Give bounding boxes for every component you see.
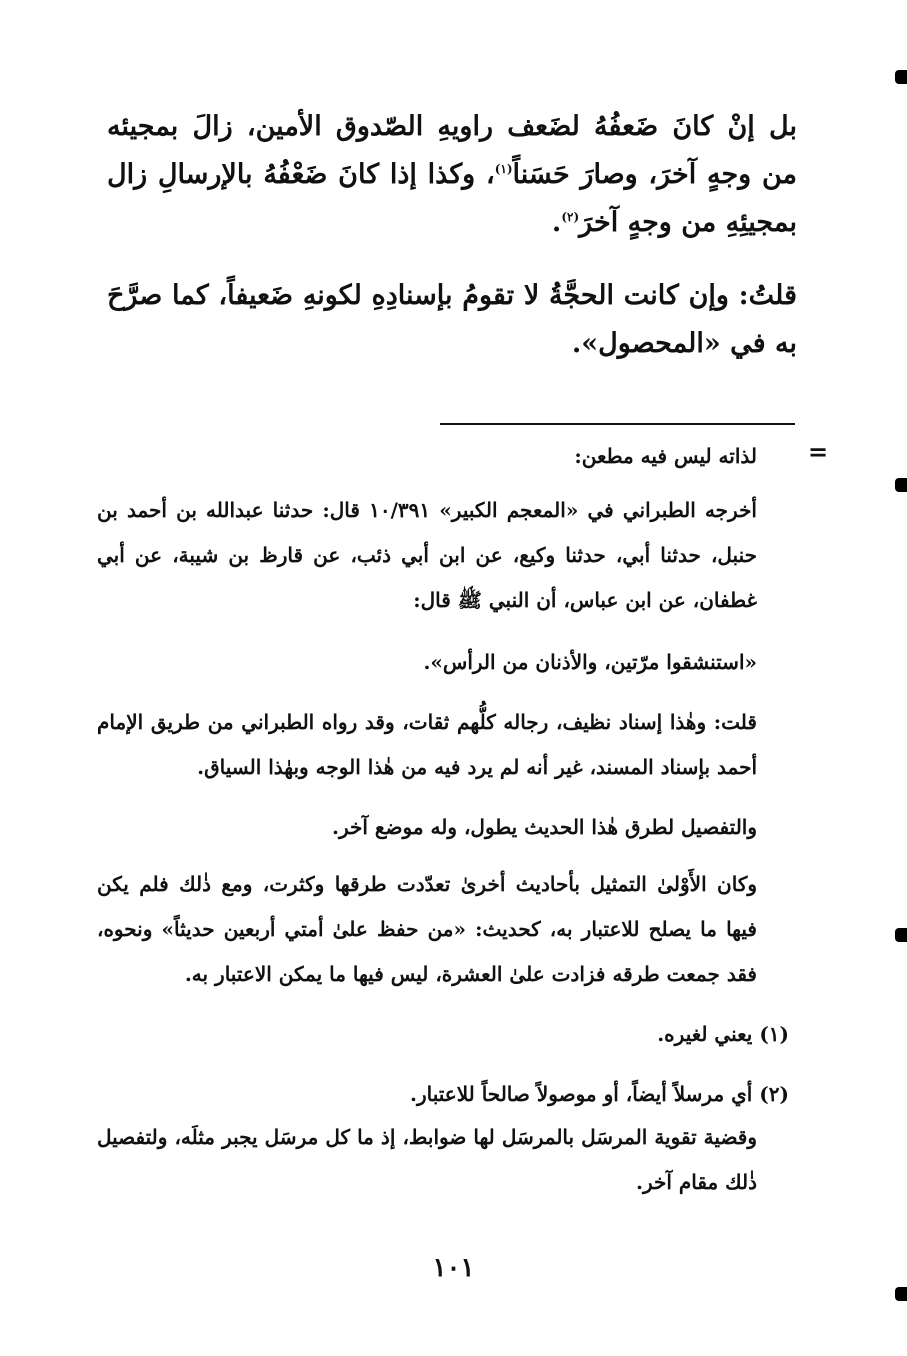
footnote-paragraph-1: أخرجه الطبراني في «المعجم الكبير» ١٠/٣٩١ قال: حدثنا عبدالله بن أحمد بن حنبل، حدثنا أبي، حدثنا وكيع، عن ابن أبي ذئب، عن قارظ بن شيبة، عن أبي غطفان، عن ابن عباس، أن النبي ﷺ قال: xyxy=(97,498,757,612)
footnote-hadith-quote: «استنشقوا مرّتين، والأذنان من الرأس». xyxy=(423,650,757,674)
main-paragraph-1-text-b: ، وكذا إذا كانَ ضَعْفُهُ بالإرسالِ زال بمجيئِهِ من وجهٍ آخرَ xyxy=(107,159,797,238)
footnote-separator xyxy=(440,423,795,425)
edge-tab-mark xyxy=(895,928,907,942)
footnote-paragraph-2: قلت: وهٰذا إسناد نظيف، رجاله كلُّهم ثقات، وقد رواه الطبراني من طريق الإمام أحمد بإسناد المسند، غير أنه لم يرد فيه من هٰذا الوجه وبهٰذا السياق. xyxy=(97,710,757,779)
footnote-ref-1: (١) xyxy=(494,162,513,176)
footnote-paragraph-4: وكان الأَوْلىٰ التمثيل بأحاديث أخرىٰ تعدّدت طرقها وكثرت، ومع ذٰلك فلم يكن فيها ما يصلح للاعتبار به، كحديث: «من حفظ علىٰ أمتي أربعين حديثاً» ونحوه، فقد جمعت طرقه فزادت علىٰ العشرة، ليس فيها ما يمكن الاعتبار به. xyxy=(97,872,757,986)
footnote-1: (١) يعني لغيره. xyxy=(657,1022,789,1046)
footnote-paragraph-3: والتفصيل لطرق هٰذا الحديث يطول، وله موضع آخر. xyxy=(332,815,757,839)
main-paragraph-1 xyxy=(107,103,797,247)
main-paragraph-2: قلتُ: وإن كانت الحجَّةُ لا تقومُ بإسنادِهِ لكونهِ ضَعيفاً، كما صرَّحَ به في «المحصول». xyxy=(107,280,797,359)
page-number: ١٠١ xyxy=(432,1253,475,1283)
continuation-mark: = xyxy=(808,437,829,466)
edge-tab-mark xyxy=(895,1287,907,1301)
footnote-intro: لذاته ليس فيه مطعن: xyxy=(574,444,757,468)
footnote-2-continuation: وقضية تقوية المرسَل بالمرسَل لها ضوابط، إذ ما كل مرسَل يجبر مثلَه، ولتفصيل ذٰلك مقام آخر. xyxy=(97,1125,757,1194)
footnote-2: (٢) أي مرسلاً أيضاً، أو موصولاً صالحاً للاعتبار. xyxy=(410,1082,789,1106)
edge-tab-mark xyxy=(895,478,907,492)
edge-tab-mark xyxy=(895,70,907,84)
main-paragraph-1-end: . xyxy=(551,207,562,238)
main-paragraph-1-text: بل إنْ كانَ ضَعفُهُ لضَعف راويهِ الصّدوق الأمين، زالَ بمجيئه من وجهٍ آخرَ، وصارَ حَسَناً xyxy=(107,111,797,190)
footnote-ref-2: (٢) xyxy=(561,210,580,224)
